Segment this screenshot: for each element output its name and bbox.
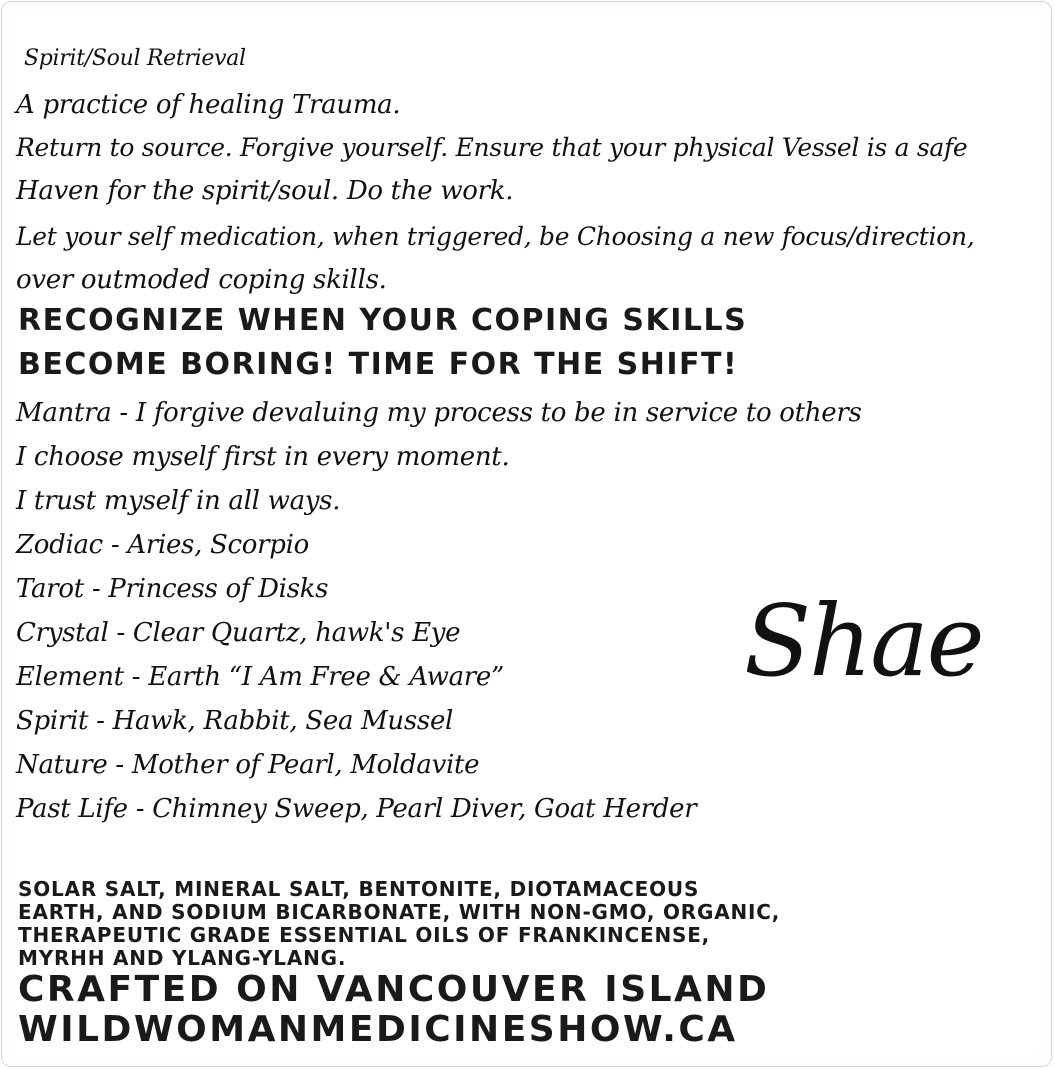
- ingredients-line: EARTH, AND SODIUM BICARBONATE, WITH NON-GMO, ORGANIC,: [18, 900, 781, 924]
- mantra-line: Mantra - I forgive devaluing my process to be in service to others: [16, 398, 862, 428]
- ingredients-line: MYRHH AND YLANG-YLANG.: [18, 946, 347, 970]
- intro-line: Let your self medication, when triggered, be Choosing a new focus/direction,: [16, 222, 975, 251]
- footer-website: WILDWOMANMEDICINESHOW.CA: [18, 1009, 738, 1050]
- intro-line: Return to source. Forgive yourself. Ensure that your physical Vessel is a safe: [16, 133, 968, 162]
- mantra-line: I choose myself first in every moment.: [16, 442, 510, 472]
- attribute-zodiac: Zodiac - Aries, Scorpio: [16, 530, 310, 560]
- intro-line: Haven for the spirit/soul. Do the work.: [16, 176, 514, 206]
- attribute-nature: Nature - Mother of Pearl, Moldavite: [16, 750, 480, 780]
- heading: Spirit/Soul Retrieval: [24, 46, 246, 71]
- attribute-tarot: Tarot - Princess of Disks: [16, 574, 329, 604]
- ingredients-line: SOLAR SALT, MINERAL SALT, BENTONITE, DIOTAMACEOUS: [18, 877, 700, 901]
- ingredients-line: THERAPEUTIC GRADE ESSENTIAL OILS OF FRANKINCENSE,: [18, 923, 711, 947]
- footer-location: CRAFTED ON VANCOUVER ISLAND: [18, 969, 770, 1010]
- intro-line: A practice of healing Trauma.: [16, 90, 401, 120]
- intro-line: over outmoded coping skills.: [16, 265, 387, 295]
- attribute-past-life: Past Life - Chimney Sweep, Pearl Diver, Goat Herder: [16, 794, 697, 824]
- signature: Shae: [744, 585, 983, 699]
- callout-line: RECOGNIZE WHEN YOUR COPING SKILLS: [18, 303, 748, 338]
- attribute-spirit: Spirit - Hawk, Rabbit, Sea Mussel: [16, 706, 454, 736]
- callout-line: BECOME BORING! TIME FOR THE SHIFT!: [18, 347, 739, 382]
- label-card: [1, 1, 1052, 1067]
- attribute-element: Element - Earth “I Am Free & Aware”: [16, 662, 505, 692]
- mantra-line: I trust myself in all ways.: [16, 486, 341, 516]
- attribute-crystal: Crystal - Clear Quartz, hawk's Eye: [16, 618, 461, 648]
